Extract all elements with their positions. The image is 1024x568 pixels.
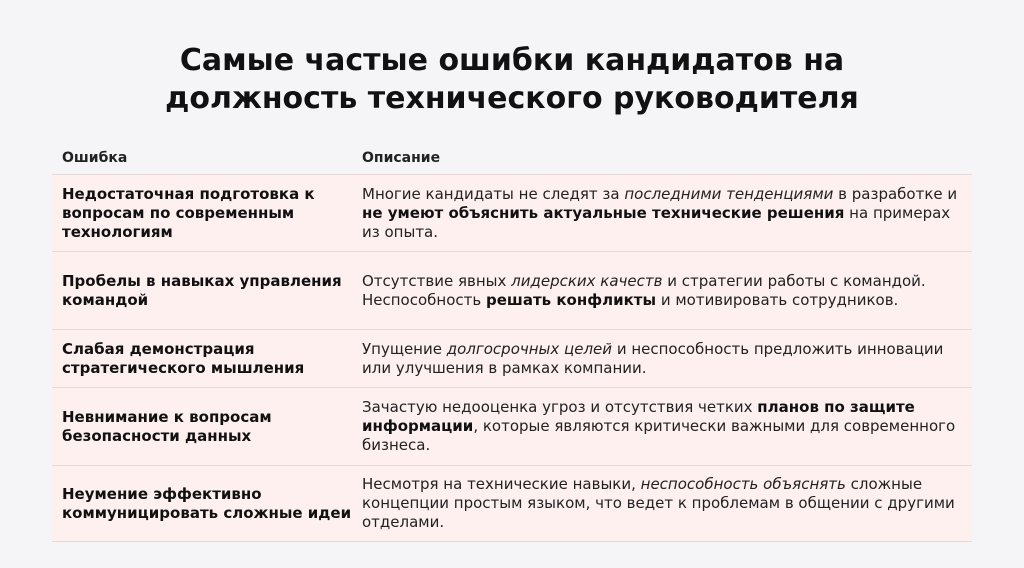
desc-italic: лидерских качеств — [511, 271, 663, 290]
desc-text: на примерах из опыта. — [362, 203, 951, 241]
desc-text: , которые являются критически важными для современного бизнеса. — [362, 417, 956, 454]
header-error: Ошибка — [62, 150, 128, 166]
desc-bold: не умеют объяснить актуальные технические решения — [362, 203, 845, 222]
desc-text: Несмотря на технические навыки, — [362, 475, 641, 493]
row-description — [352, 340, 972, 378]
desc-italic: долгосрочных целей — [446, 339, 613, 358]
row-error: Недостаточная подготовка к вопросам по современным технологиям — [62, 184, 315, 241]
row-error: Пробелы в навыках управления командой — [62, 271, 342, 309]
row-description — [352, 475, 972, 532]
table-row — [52, 174, 972, 251]
desc-bold: планов по защите информации — [362, 398, 915, 435]
desc-italic: последними тенденциями — [624, 184, 834, 203]
desc-text: в разработке и — [833, 184, 958, 203]
desc-text: и мотивировать сотрудников. — [656, 290, 899, 309]
desc-text: Отсутствие явных — [362, 271, 512, 290]
title-line-2: должность технического руководителя — [165, 81, 859, 116]
desc-text: и стратегии работы с командой. Неспособность — [362, 271, 926, 309]
desc-bold: решать конфликты — [486, 290, 657, 309]
desc-text: и неспособность предложить инновации или улучшения в рамках компании. — [362, 339, 944, 377]
row-error: Неумение эффективно коммуницировать сложные идеи — [62, 484, 352, 522]
row-description — [352, 272, 972, 310]
table-header — [52, 142, 972, 174]
desc-text: Зачастую недооценка угроз и отсутствия четких — [362, 398, 758, 416]
desc-text: сложные концепции простым языком, что ведет к проблемам в общении с другими отделами. — [362, 475, 955, 531]
header-description: Описание — [362, 150, 441, 166]
table-row — [52, 465, 972, 542]
title-line-1: Самые частые ошибки кандидатов на — [179, 43, 845, 78]
desc-italic: неспособность объяснять — [640, 475, 846, 493]
row-error: Слабая демонстрация стратегического мышления — [62, 339, 305, 377]
row-description — [352, 398, 972, 455]
table-row — [52, 387, 972, 465]
row-error: Невнимание к вопросам безопасности данных — [62, 407, 272, 445]
page-title — [0, 42, 1024, 118]
errors-table — [52, 142, 972, 542]
row-description — [352, 185, 972, 242]
table-row — [52, 329, 972, 387]
desc-text: Упущение — [362, 339, 447, 358]
table-row — [52, 251, 972, 329]
desc-text: Многие кандидаты не следят за — [362, 184, 625, 203]
